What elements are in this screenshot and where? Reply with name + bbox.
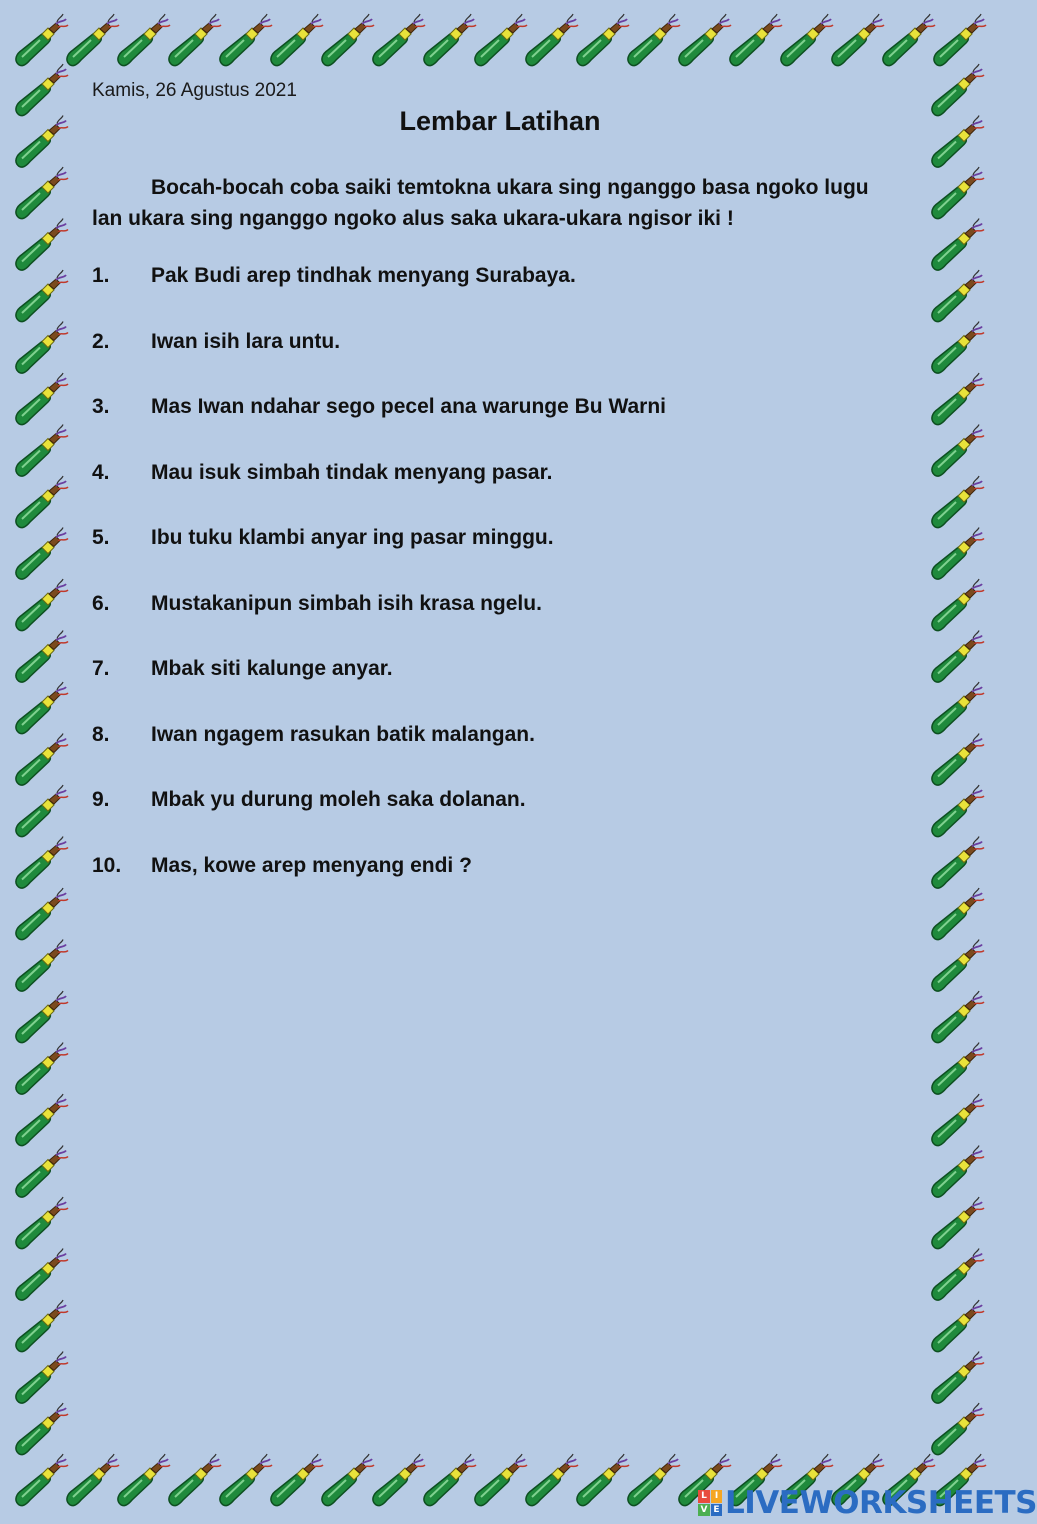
champagne-bottle-icon — [220, 14, 272, 66]
liveworksheets-logo-icon — [698, 1490, 722, 1516]
item-number: 5. — [92, 526, 110, 549]
champagne-bottle-icon — [169, 1454, 221, 1506]
champagne-bottle-icon — [16, 373, 68, 425]
item-number: 3. — [92, 395, 110, 418]
champagne-bottle-icon — [932, 1300, 984, 1352]
item-number: 4. — [92, 460, 110, 484]
champagne-bottle-icon — [424, 1454, 476, 1506]
list-item — [92, 723, 666, 789]
champagne-bottle-icon — [16, 1352, 68, 1404]
champagne-bottle-icon — [781, 14, 833, 66]
item-text: Mas, kowe arep menyang endi ? — [151, 853, 472, 877]
watermark-text: LIVEWORKSHEETS — [725, 1485, 1037, 1521]
item-text: Iwan ngagem rasukan batik malangan. — [151, 722, 535, 746]
champagne-bottle-icon — [220, 1454, 272, 1506]
champagne-bottle-icon — [932, 682, 984, 734]
champagne-bottle-icon — [932, 219, 984, 271]
champagne-bottle-icon — [16, 476, 68, 528]
list-item — [92, 788, 666, 854]
champagne-bottle-icon — [526, 1454, 578, 1506]
champagne-bottle-icon — [67, 14, 119, 66]
champagne-bottle-icon — [932, 373, 984, 425]
champagne-bottle-icon — [16, 888, 68, 940]
instruction-text: Bocah-bocah coba saiki temtokna ukara sing nganggo basa ngoko lugu lan ukara sing nganggo ngoko alus saka ukara-ukara ngisor iki ! — [92, 176, 869, 230]
champagne-bottle-icon — [628, 14, 680, 66]
item-text: Mustakanipun simbah isih krasa ngelu. — [151, 591, 542, 615]
list-item — [92, 592, 666, 658]
logo-letter-l: L — [698, 1490, 710, 1503]
item-text: Mbak siti kalunge anyar. — [151, 657, 393, 680]
item-text: Ibu tuku klambi anyar ing pasar minggu. — [151, 526, 554, 549]
champagne-bottle-icon — [373, 14, 425, 66]
liveworksheets-watermark[interactable] — [698, 1486, 1037, 1520]
champagne-bottle-icon — [475, 14, 527, 66]
item-number: 2. — [92, 329, 110, 353]
champagne-bottle-icon — [16, 270, 68, 322]
item-text: Iwan isih lara untu. — [151, 329, 341, 353]
champagne-bottle-icon — [475, 1454, 527, 1506]
champagne-bottle-icon — [932, 1043, 984, 1095]
item-number: 1. — [92, 264, 110, 287]
champagne-bottle-icon — [322, 14, 374, 66]
champagne-bottle-icon — [271, 1454, 323, 1506]
champagne-bottle-icon — [118, 14, 170, 66]
champagne-bottle-icon — [932, 1146, 984, 1198]
champagne-bottle-icon — [932, 579, 984, 631]
champagne-bottle-icon — [16, 219, 68, 271]
champagne-bottle-icon — [16, 1454, 68, 1506]
champagne-bottle-icon — [16, 1249, 68, 1301]
champagne-bottle-icon — [932, 528, 984, 580]
champagne-bottle-icon — [16, 167, 68, 219]
logo-letter-i: I — [711, 1490, 723, 1503]
champagne-bottle-icon — [16, 528, 68, 580]
champagne-bottle-icon — [16, 1197, 68, 1249]
worksheet-title: Lembar Latihan — [399, 106, 601, 136]
logo-letter-e: E — [711, 1504, 723, 1517]
champagne-bottle-icon — [16, 1403, 68, 1455]
champagne-bottle-icon — [16, 425, 68, 477]
champagne-bottle-icon — [16, 785, 68, 837]
item-number: 8. — [92, 722, 110, 746]
champagne-bottle-icon — [932, 888, 984, 940]
champagne-bottle-icon — [730, 14, 782, 66]
champagne-bottle-icon — [932, 785, 984, 837]
item-number: 6. — [92, 591, 110, 615]
champagne-bottle-icon — [16, 631, 68, 683]
worksheet-date: Kamis, 26 Agustus 2021 — [92, 80, 297, 101]
champagne-bottle-icon — [883, 14, 935, 66]
item-text: Mbak yu durung moleh saka dolanan. — [151, 788, 526, 811]
logo-letter-v: V — [698, 1504, 710, 1517]
champagne-bottle-icon — [577, 1454, 629, 1506]
list-item — [92, 854, 666, 920]
champagne-bottle-icon — [932, 631, 984, 683]
champagne-bottle-icon — [932, 425, 984, 477]
champagne-bottle-icon — [322, 1454, 374, 1506]
champagne-bottle-icon — [16, 1300, 68, 1352]
list-item — [92, 657, 666, 723]
champagne-bottle-icon — [932, 1249, 984, 1301]
list-item — [92, 264, 666, 330]
champagne-bottle-icon — [16, 991, 68, 1043]
champagne-bottle-icon — [16, 1043, 68, 1095]
list-item — [92, 461, 666, 527]
champagne-bottle-icon — [628, 1454, 680, 1506]
item-text: Mau isuk simbah tindak menyang pasar. — [151, 460, 553, 484]
champagne-bottle-icon — [932, 476, 984, 528]
champagne-bottle-icon — [424, 14, 476, 66]
item-number: 9. — [92, 788, 110, 811]
champagne-bottle-icon — [932, 1197, 984, 1249]
champagne-bottle-icon — [67, 1454, 119, 1506]
champagne-bottle-icon — [932, 940, 984, 992]
champagne-bottle-icon — [16, 734, 68, 786]
list-item — [92, 395, 666, 461]
champagne-bottle-icon — [16, 837, 68, 889]
champagne-bottle-icon — [932, 734, 984, 786]
item-text: Mas Iwan ndahar sego pecel ana warunge Bu Warni — [151, 395, 667, 418]
champagne-bottle-icon — [932, 1403, 984, 1455]
champagne-bottle-icon — [934, 14, 986, 66]
list-item — [92, 330, 666, 396]
champagne-bottle-icon — [16, 14, 68, 66]
champagne-bottle-icon — [932, 270, 984, 322]
champagne-bottle-icon — [169, 14, 221, 66]
champagne-bottle-icon — [832, 14, 884, 66]
champagne-bottle-icon — [16, 940, 68, 992]
champagne-bottle-icon — [932, 837, 984, 889]
champagne-bottle-icon — [932, 991, 984, 1043]
champagne-bottle-icon — [16, 322, 68, 374]
list-item — [92, 526, 666, 592]
champagne-bottle-icon — [679, 14, 731, 66]
champagne-bottle-icon — [16, 1094, 68, 1146]
champagne-bottle-icon — [16, 682, 68, 734]
champagne-bottle-icon — [16, 579, 68, 631]
champagne-bottle-icon — [526, 14, 578, 66]
champagne-bottle-icon — [932, 1094, 984, 1146]
champagne-bottle-icon — [932, 1352, 984, 1404]
champagne-bottle-icon — [577, 14, 629, 66]
item-number: 7. — [92, 657, 110, 680]
item-text: Pak Budi arep tindhak menyang Surabaya. — [151, 264, 576, 287]
champagne-bottle-icon — [271, 14, 323, 66]
champagne-bottle-icon — [932, 167, 984, 219]
item-number: 10. — [92, 853, 122, 877]
champagne-bottle-icon — [16, 1146, 68, 1198]
champagne-bottle-icon — [373, 1454, 425, 1506]
champagne-bottle-icon — [932, 322, 984, 374]
exercise-list — [92, 264, 666, 919]
champagne-bottle-icon — [118, 1454, 170, 1506]
